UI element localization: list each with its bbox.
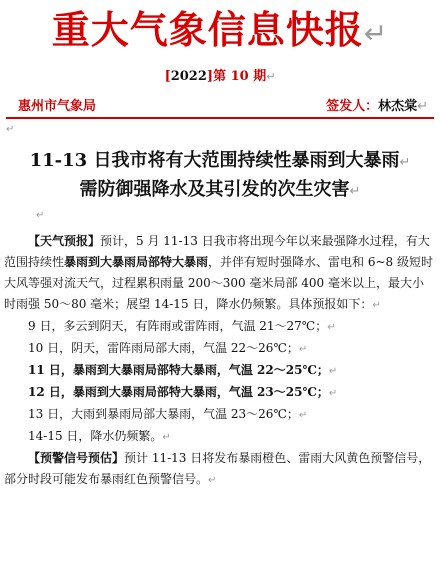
issue-open-bracket: [ <box>164 69 171 84</box>
warning-label: 【预警信号预估】 <box>28 451 125 465</box>
daily-forecast-day-14-15: 14-15 日，降水仍频繁。↵ <box>28 429 171 443</box>
empty-paragraph-mark: ↵ <box>6 124 15 135</box>
paragraph-mark: ↵ <box>208 475 217 486</box>
paragraph-mark: ↵ <box>328 388 338 399</box>
paragraph-mark: ↵ <box>266 70 276 83</box>
red-divider-line <box>6 117 434 119</box>
signer <box>326 95 428 114</box>
paragraph-mark: ↵ <box>417 99 428 114</box>
bulletin-title <box>0 6 440 58</box>
daily-forecast-day-12: 12 日，暴雨到大暴雨局部特大暴雨，气温 23～25℃；↵ <box>28 385 338 399</box>
issue-year: 2022 <box>170 69 207 84</box>
paragraph-mark: ↵ <box>298 344 308 355</box>
paragraph-mark: ↵ <box>298 410 308 421</box>
forecast-paragraph <box>4 231 434 316</box>
bulletin-body <box>4 231 434 491</box>
daily-forecast-day-10: 10 日，阴天，雷阵雨局部大雨，气温 22～26℃；↵ <box>28 341 308 355</box>
paragraph-mark: ↵ <box>327 322 336 333</box>
bulletin-title-text: 重大气象信息快报 <box>51 7 364 52</box>
paragraph-mark: ↵ <box>363 17 389 50</box>
headline <box>0 147 440 205</box>
paragraph-mark: ↵ <box>349 184 361 199</box>
forecast-text-bold: 暴雨到大暴雨局部特大暴雨 <box>64 255 209 269</box>
issuing-organization: 惠州市气象局 <box>18 99 97 114</box>
paragraph-mark: ↵ <box>372 300 381 311</box>
warning-paragraph <box>4 448 434 491</box>
line-break-mark: ↵ <box>399 155 411 170</box>
paragraph-mark: ↵ <box>328 366 338 377</box>
issue-number <box>0 68 440 86</box>
issue-close-bracket: ] <box>206 69 214 84</box>
headline-line-1: 11-13 日我市将有大范围持续性暴雨到大暴雨↵ <box>29 150 411 171</box>
issuer-row <box>8 95 432 115</box>
issue-label: 第 10 期 <box>213 69 267 84</box>
forecast-text-a: 预计，5 月 11-13 日我市将出现今年以来最强降水过程，有大范围持续性 <box>4 234 430 269</box>
daily-forecast-day-13: 13 日，大雨到暴雨局部大暴雨，气温 23～26℃；↵ <box>28 407 308 421</box>
headline-line-2: 需防御强降水及其引发的次生灾害↵ <box>79 179 361 200</box>
forecast-label: 【天气预报】 <box>28 234 101 248</box>
empty-paragraph-mark: ↵ <box>36 210 45 221</box>
signer-label: 签发人： <box>326 99 379 114</box>
forecast-text-b: ，并伴有短时强降水、雷电和 6~8 级短时大风等强对流天气，过程累积雨量 200～300 毫米局部 400 毫米以上，最大小时雨强 50～80 毫米；展望 14-15 日，降水仍频繁。具体预报如下： <box>4 255 433 311</box>
daily-forecast-day-9: 9 日，多云到阴天，有阵雨或雷阵雨，气温 21～27℃；↵ <box>28 319 336 333</box>
daily-forecast-day-11: 11 日，暴雨到大暴雨局部特大暴雨，气温 22～25℃；↵ <box>28 363 338 377</box>
signer-name: 林杰棠 <box>378 99 418 114</box>
paragraph-mark: ↵ <box>162 432 171 443</box>
warning-text: 预计 11-13 日将发布暴雨橙色、雷雨大风黄色预警信号，部分时段可能发布暴雨红色预警信号。 <box>4 451 431 486</box>
